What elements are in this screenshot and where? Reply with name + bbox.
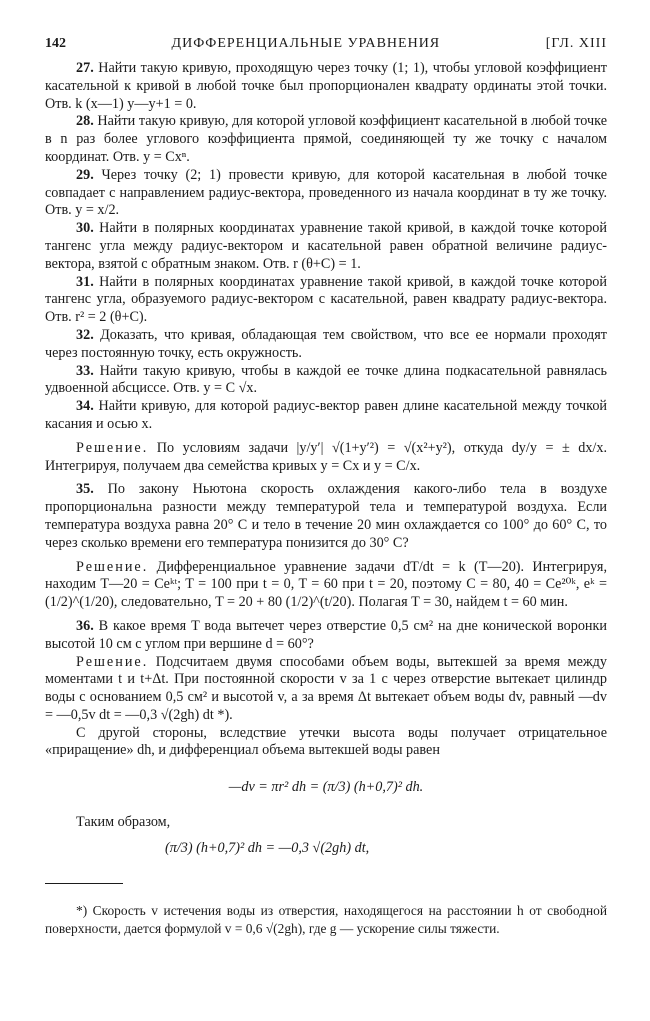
- problem-number: 34.: [76, 398, 94, 415]
- problem-text: Доказать, что кривая, обладающая тем свойством, что все ее нормали проходят через постоянную точку, есть окружность.: [45, 326, 608, 361]
- problem-text: По закону Ньютона скорость охлаждения какого-либо тела в воздухе пропорциональна разности между температурой тела и температурой воздуха. Если температура воздуха равна 20° C и тело в течение 20 мин охлаждается со 100° до 60° C, то через сколько времени его температура понизится до 30° C?: [45, 481, 607, 551]
- solution-text: По условиям задачи |y/y′| √(1+y′²) = √(x²+y²), откуда dy/y = ± dx/x. Интегрируя, получаем два семейства кривых y = Cx и y = C/x.: [45, 439, 607, 474]
- solution-36-paragraph: С другой стороны, вследствие утечки высота воды получает отрицательное «приращение» dh, и дифференциал объема вытекшей воды равен: [45, 724, 607, 759]
- problem-33: [45, 363, 607, 399]
- problem-36: [45, 618, 607, 654]
- solution-label: Решение.: [76, 558, 149, 575]
- footnote-rule: [45, 883, 123, 884]
- thus-text: Таким образом,: [76, 814, 171, 831]
- problem-text: Найти кривую, для которой радиус-вектор равен длине касательной между точкой касания и осью x.: [45, 398, 608, 432]
- problem-text: Найти такую кривую, чтобы в каждой ее точке длина подкасательной равнялась удвоенной абсциссе. Отв. y = C √x.: [45, 362, 607, 397]
- solution-label: Решение.: [76, 439, 149, 456]
- problem-text: Найти в полярных координатах уравнение такой кривой, в каждой точке которой тангенс угла, образуемого радиус-вектором с касательной, равен квадрату радиус-вектора. Отв. r² = 2 (θ+C).: [45, 273, 607, 326]
- problem-31: [45, 274, 607, 327]
- problem-number: 30.: [76, 220, 94, 237]
- problem-number: 29.: [76, 166, 94, 183]
- solution-34: [45, 440, 607, 476]
- problem-text: Найти такую кривую, для которой угловой коэффициент касательной в любой точке в n раз более углового коэффициента прямой, соединяющей ту же точку с началом координат. Отв. y = Cxⁿ.: [45, 113, 607, 165]
- running-header: [45, 36, 607, 60]
- problem-34: [45, 398, 607, 434]
- problem-number: 31.: [76, 273, 94, 290]
- solution-label: Решение.: [76, 653, 149, 670]
- solution-text: Дифференциальное уравнение задачи dT/dt = k (T—20). Интегрируя, находим T—20 = Ceᵏᵗ; T = 100 при t = 0, T = 60 при t = 20, поэтому C = 80, 40 = Ce²⁰ᵏ, eᵏ = (1/2)^(1/20), следовательно, T = 20 + 80 (1/2)^(t/20). Полагая T = 30, найдем t = 60 мин.: [45, 558, 607, 611]
- problem-text: Найти в полярных координатах уравнение такой кривой, в каждой точке которой тангенс угла между радиус-вектором и касательной равен обратной величине радиус-вектора, взятой с обратным знаком. Отв. r (θ+C) = 1.: [45, 220, 607, 272]
- problem-29: [45, 167, 607, 220]
- page: [45, 36, 607, 857]
- problem-32: [45, 327, 607, 363]
- problem-number: 27.: [76, 60, 94, 76]
- problem-text: В какое время T вода вытечет через отверстие 0,5 см² на дне конической воронки высотой 10 см с углом при вершине d = 60°?: [45, 617, 608, 652]
- solution-35: [45, 559, 607, 612]
- running-title: ДИФФЕРЕНЦИАЛЬНЫЕ УРАВНЕНИЯ: [171, 36, 441, 51]
- chapter-label: [ГЛ. XIII: [545, 36, 607, 51]
- problem-text: Найти такую кривую, проходящую через точку (1; 1), чтобы угловой коэффициент касательной к кривой в любой точке был пропорционален квадрату ординаты этой точки. Отв. k (x—1) y—y+1 = 0.: [45, 60, 607, 112]
- solution-36: [45, 654, 607, 725]
- page-number: 142: [45, 36, 66, 51]
- differential-equation: (π/3) (h+0,7)² dh = —0,3 √(2gh) dt,: [165, 840, 370, 857]
- problem-27: [45, 60, 607, 113]
- footnote: *) Скорость v истечения воды из отверстия, находящегося на расстоянии h от свободной поверхности, дается формулой v = 0,6 √(2gh), где g — ускорение силы тяжести.: [45, 903, 607, 936]
- problem-28: [45, 113, 607, 166]
- problem-text: Через точку (2; 1) провести кривую, для которой касательная в любой точке совпадает с направлением радиус-вектора, проведенного из начала координат в ту же точку. Отв. y = x/2.: [45, 166, 607, 219]
- problem-number: 33.: [76, 362, 94, 379]
- volume-formula: —dv = πr² dh = (π/3) (h+0,7)² dh.: [228, 779, 424, 796]
- problem-number: 36.: [76, 617, 94, 634]
- problem-number: 35.: [76, 481, 94, 498]
- solution-text: Подсчитаем двумя способами объем воды, вытекшей за время между моментами t и t+Δt. При постоянной скорости v за 1 с через отверстие вытекает цилиндр воды с основанием 0,5 см² и высотой v, а за время Δt вытекает объем воды dv, равный —dv = —0,5v dt = —0,3 √(2gh) dt *).: [45, 653, 607, 723]
- problem-number: 32.: [76, 326, 94, 343]
- problem-number: 28.: [76, 113, 94, 130]
- problem-30: [45, 220, 607, 273]
- problem-35: [45, 481, 607, 552]
